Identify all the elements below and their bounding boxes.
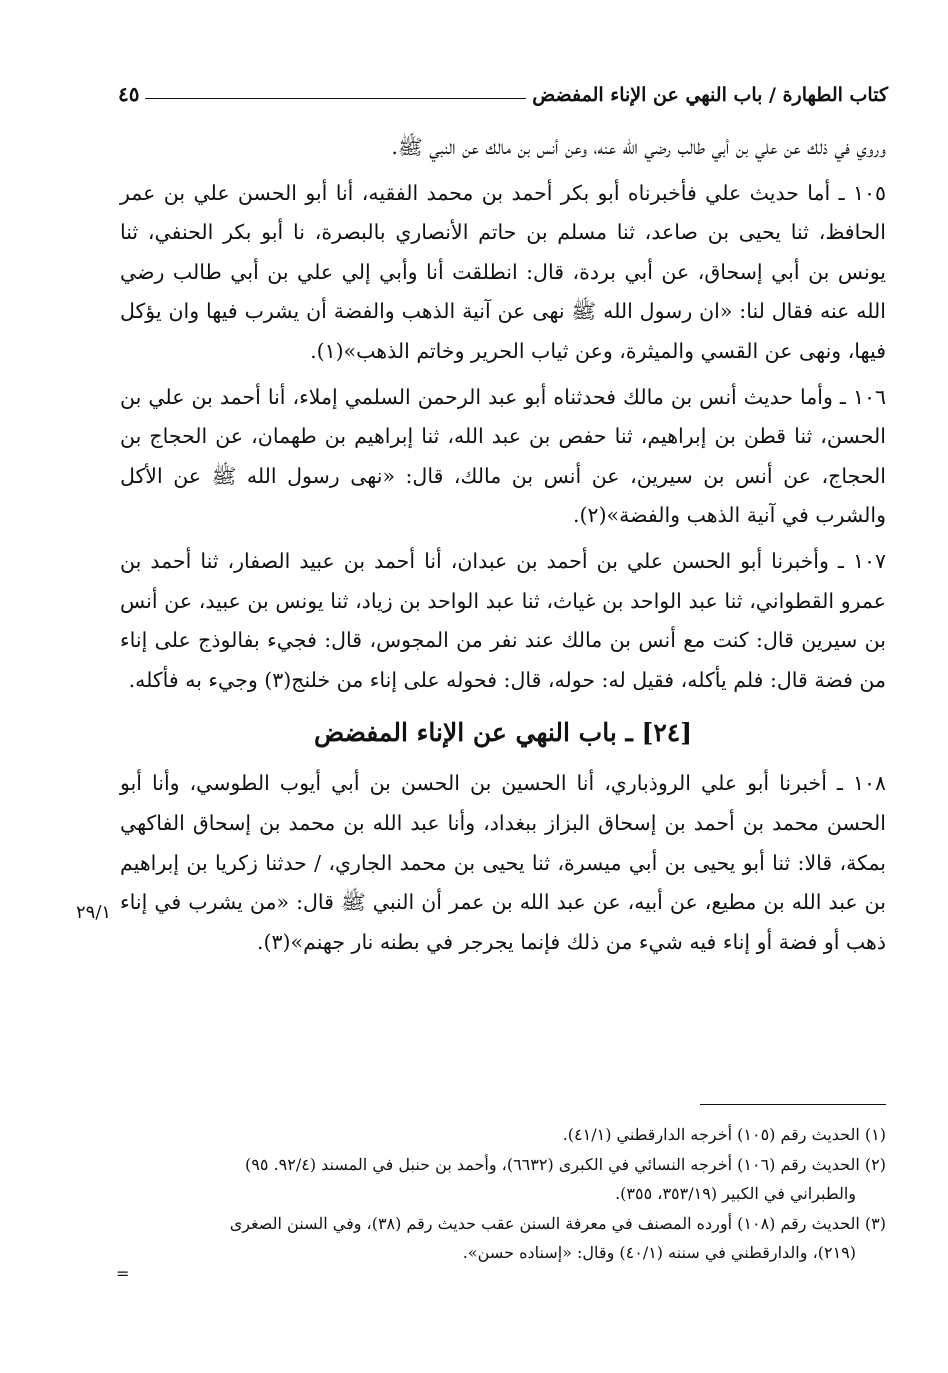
hadith-108: ١٠٨ ـ أخبرنا أبو علي الروذباري، أنا الحسين بن الحسن بن أبي أيوب الطوسي، وأنا أبو الحسن محمد بن أحمد بن إسحاق البزاز ببغداد، وأنا عبد الله بن محمد بن إسحاق الفاكهي بمكة، قالا: ثنا أبو يحيى بن أبي ميسرة، ثنا يحيى بن محمد الجاري، / حدثنا زكريا بن إبراهيم بن عبد الله بن مطيع، عن أبيه، عن عبد الله بن عمر أن النبي ﷺ قال: «من يشرب في إناء ذهب أو فضة أو إناء فيه شيء من ذلك فإنما يجرجر في بطنه نار جهنم»(٣).	[120, 771, 886, 954]
footnote-3: (٣) الحديث رقم (١٠٨) أورده المصنف في معرفة السنن عقب حديث رقم (٣٨)، وفي السنن الصغرى	[229, 1213, 886, 1233]
hadith-105: ١٠٥ ـ أما حديث علي فأخبرناه أبو بكر أحمد بن محمد الفقيه، أنا أبو الحسن علي بن عمر الحافظ، ثنا يحيى بن صاعد، ثنا مسلم بن حاتم الأنصاري بالبصرة، نا أبو بكر الحنفي، ثنا يونس بن أبي إسحاق، عن أبي بردة، قال: انطلقت أنا وأبي إلي علي بن أبي طالب رضي الله عنه فقال لنا: «ان رسول الله ﷺ نهى عن آنية الذهب والفضة أن يشرب فيها وان يؤكل فيها، ونهى عن القسي والميثرة، وعن ثياب الحرير وخاتم الذهب»(١).	[120, 180, 886, 363]
footnote-2-continuation: والطبراني في الكبير (٣٥٣/١٩، ٣٥٥).	[615, 1184, 856, 1203]
footnote-1: (١) الحديث رقم (١٠٥) أخرجه الدارقطني (٤١/١).	[562, 1125, 886, 1144]
hadith-107: ١٠٧ ـ وأخبرنا أبو الحسن علي بن أحمد بن عبدان، أنا أحمد بن عبيد الصفار، ثنا أحمد بن عمرو القطواني، ثنا عبد الواحد بن غياث، ثنا عبد الواحد بن زياد، ثنا يونس بن عبيد، عن أنس بن سيرين قال: كنت مع أنس بن مالك عند نفر من المجوس، قال: فجيء بفالوذج على إناء من فضة قال: فلم يأكله، فقيل له: حوله، قال: فحوله على إناء من خلنج(٣) وجيء به فأكله.	[120, 548, 886, 692]
page-number: ٤٥	[118, 82, 140, 106]
footnote-separator	[700, 1104, 886, 1105]
margin-reference: ٢٩/١	[76, 902, 112, 923]
continuation-mark: =	[116, 1264, 130, 1283]
running-header	[118, 72, 888, 106]
chapter-title: [٢٤] ـ باب النهي عن الإناء المفضض	[313, 718, 693, 748]
footnotes	[118, 1120, 886, 1268]
footnote-2: (٢) الحديث رقم (١٠٦) أخرجه النسائي في الكبرى (٦٦٣٢)، وأحمد بن حنبل في المسند (٩٢/٤. ٩٥)	[245, 1154, 886, 1174]
header-title: كتاب الطهارة / باب النهي عن الإناء المفضض	[532, 84, 888, 106]
hadith-106: ١٠٦ ـ وأما حديث أنس بن مالك فحدثناه أبو عبد الرحمن السلمي إملاء، أنا أحمد بن علي بن الحسن، ثنا قطن بن إبراهيم، ثنا حفص بن عبد الله، ثنا إبراهيم بن طهمان، عن الحجاج بن الحجاج، عن أنس بن سيرين، عن أنس بن مالك، قال: «نهى رسول الله ﷺ عن الأكل والشرب في آنية الذهب والفضة»(٢).	[120, 384, 886, 528]
intro-line: وروي في ذلك عن علي بن أبي طالب رضي الله عنه، وعن أنس بن مالك عن النبي ﷺ.	[391, 135, 886, 159]
header-rule	[145, 98, 526, 99]
body-text	[120, 128, 886, 962]
footnote-3-continuation: (٢١٩)، والدارقطني في سننه (٤٠/١) وقال: «إسناده حسن».	[462, 1243, 856, 1262]
